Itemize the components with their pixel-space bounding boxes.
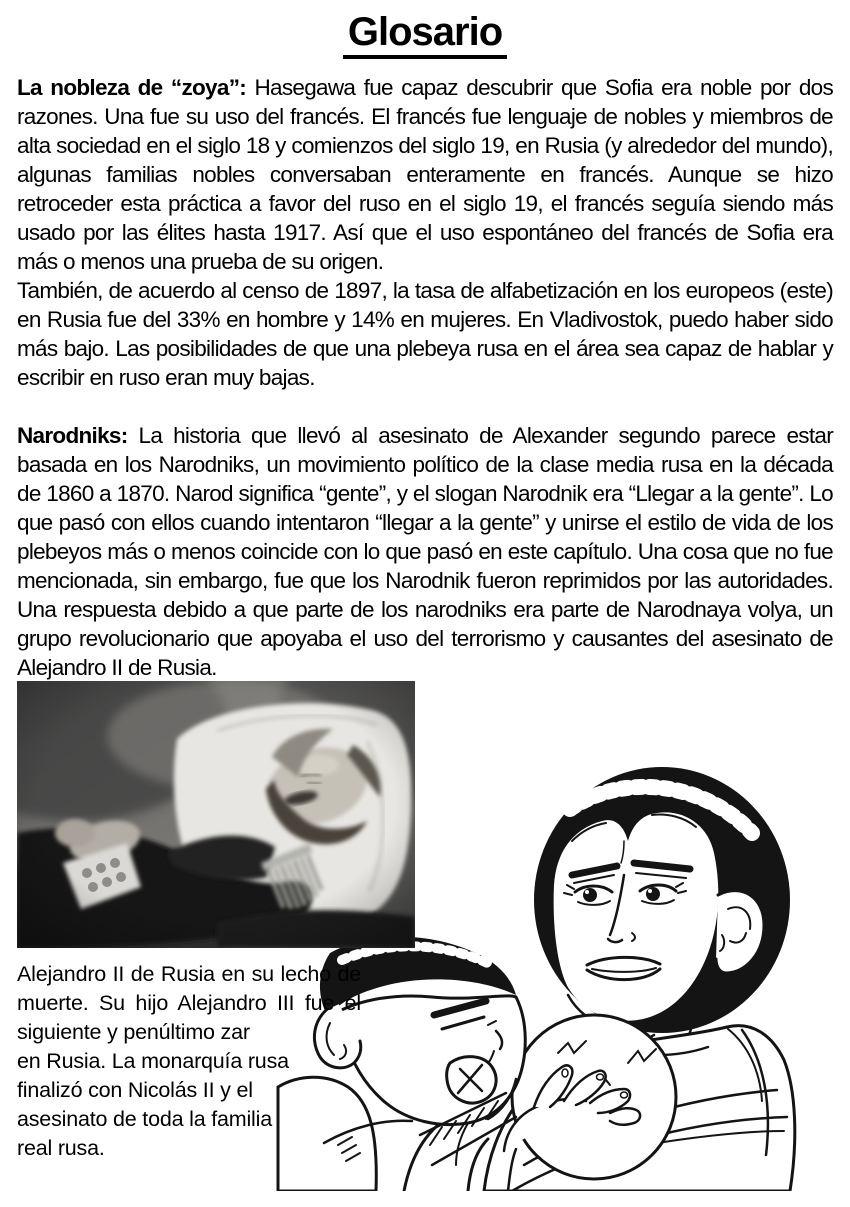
glossary-body-zoya: Hasegawa fue capaz descubrir que Sofia era noble por dos razones. Una fue su uso del francés. El francés fue lenguaje de nobles y miembros de alta sociedad en el siglo 18 y comienzos del siglo 19, en Rusia (y alrededor del mundo), algunas familias nobles conversaban enteramente en francés. Aunque se hizo retroceder esta práctica a favor del ruso en el siglo 19, el francés seguía siendo más usado por las élites hasta 1917. Así que el uso espontáneo del francés de Sofia era más o menos una prueba de su origen. <box>17 75 833 274</box>
deathbed-photo <box>17 681 415 948</box>
glossary-body-narodniks: La historia que llevó al asesinato de Alexander segundo parece estar basada en los Narodniks, un movimiento político de la clase media rusa en la década de 1860 a 1870. Narod significa “gente”, y el slogan Narodnik era “Llegar a la gente”. Lo que pasó con ellos cuando intentaron “llegar a la gente” y unirse el estilo de vida de los plebeyos más o menos coincide con lo que pasó en este capítulo. Una cosa que no fue mencionada, sin embargo, fue que los Narodnik fueron reprimidos por las autoridades. Una respuesta debido a que parte de los narodniks era parte de Narodnaya volya, un grupo revolucionario que apoyaba el uso del terrorismo y causantes del asesinato de Alejandro II de Rusia. <box>17 423 833 680</box>
title-wrap <box>17 10 833 59</box>
glossary-term-narodniks: Narodniks: <box>17 423 128 448</box>
photo-caption-line-group-1: Alejandro II de Rusia en su lecho de muerte. Su hijo Alejandro III fue el siguiente y penúltimo zar <box>17 962 361 1044</box>
photo-caption-line-group-2: en Rusia. La monarquía rusa finalizó con Nicolás II y el asesinato de toda la familia real rusa. <box>17 1049 289 1160</box>
photo-caption <box>17 960 361 1163</box>
glossary-entry-zoya <box>17 73 833 392</box>
glossary-entry-narodniks <box>17 421 833 682</box>
glossary-body-zoya-2: También, de acuerdo al censo de 1897, la tasa de alfabetización en los europeos (este) en Rusia fue del 33% en hombre y 14% en mujeres. En Vladivostok, puedo haber sido más bajo. Las posibilidades de que una plebeya rusa en el área sea capaz de hablar y escribir en ruso eran muy bajas. <box>17 278 833 390</box>
page-title: Glosario <box>343 10 507 59</box>
glossary-term-zoya: La nobleza de “zoya”: <box>17 75 247 100</box>
deathbed-photo-image <box>17 681 415 948</box>
